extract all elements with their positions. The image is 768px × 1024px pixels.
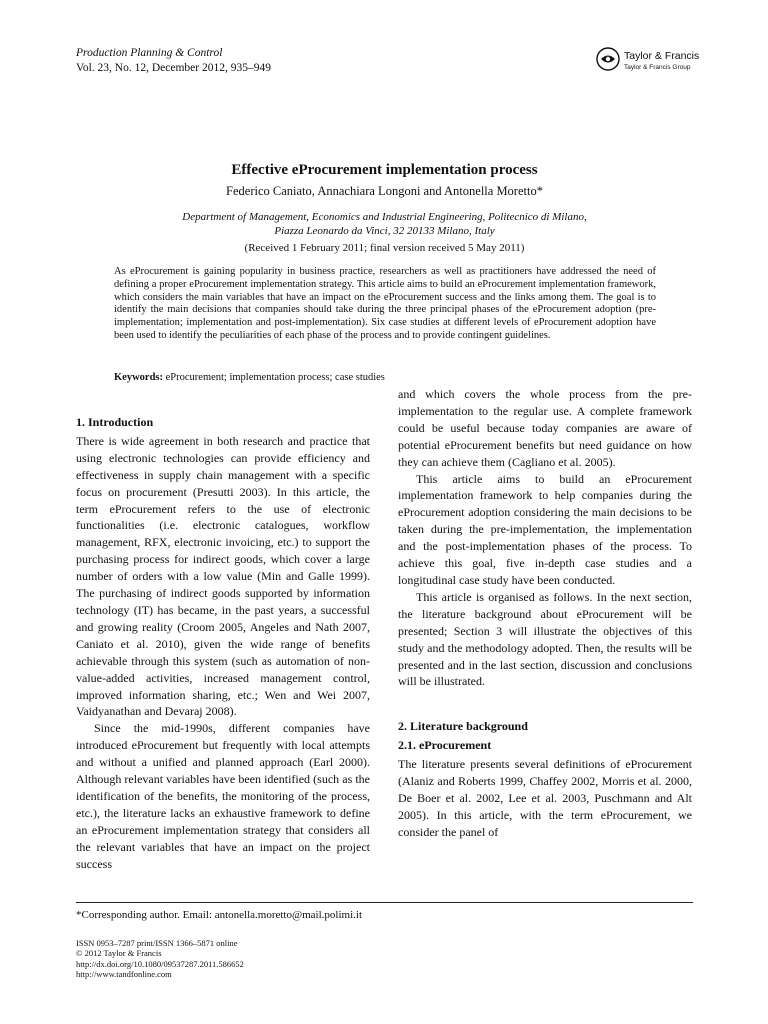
footnote-divider — [76, 902, 693, 903]
copyright: © 2012 Taylor & Francis — [76, 948, 162, 959]
abstract: As eProcurement is gaining popularity in business practice, researchers as well as practitioners have addressed the need of defining a proper eProcurement implementation strategy. This article aims to build an eProcurement implementation framework, which considers the main variables that have an impact on the eProcurement success and the links among them. The goal is to identify the main decisions that companies should take during the three principal phases of the eProcurement adoption (pre-implementation; implementation and post-implementation). Six case studies at different levels of eProcurement adoption have been used to identify the peculiarities of each phase of the process and to provide contingent guidelines. — [114, 266, 656, 341]
keywords-label: Keywords: — [114, 372, 163, 383]
received-dates: (Received 1 February 2011; final version received 5 May 2011) — [244, 242, 525, 254]
right-column — [398, 386, 692, 841]
publisher-group: Taylor & Francis Group — [624, 64, 691, 71]
publisher-brand: Taylor & Francis — [624, 50, 700, 62]
paragraph: This article aims to build an eProcurement implementation framework to help companies during the eProcurement adoption considering the main decisions to be taken during the pre-implementation, the implementation and the post-implementation phases of the process. To achieve this goal, five in-depth case studies and a longitudinal case study have been conducted. — [398, 471, 692, 587]
paragraph: and which covers the whole process from the pre-implementation to the regular use. A complete framework could be useful because today companies are aware of potential eProcurement benefits but need guidance on how they can achieve them (Cagliano et al. 2005). — [398, 387, 692, 469]
section-heading-introduction: 1. Introduction — [76, 415, 154, 429]
section-heading-literature: 2. Literature background — [398, 719, 528, 734]
keywords — [114, 372, 385, 383]
taylor-francis-logo-icon — [596, 47, 620, 71]
journal-name: Production Planning & Control — [76, 47, 223, 59]
paragraph: This article is organised as follows. In the next section, the literature background about eProcurement will be presented; Section 3 will illustrate the objectives of this study and the methodology adopted. Then, the results will be presented and in the last section, discussion and conclusions will be illustrated. — [398, 589, 692, 689]
journal-volume: Vol. 23, No. 12, December 2012, 935–949 — [76, 62, 271, 74]
left-column — [76, 414, 370, 872]
journal-header — [76, 46, 271, 76]
affiliation-line-1: Department of Management, Economics and Industrial Engineering, Politecnico di Milano, — [182, 211, 587, 223]
publication-info — [76, 938, 244, 980]
paragraph: Since the mid-1990s, different companies have introduced eProcurement but frequently with local attempts and without a unified and planned approach (Earl 2000). Although relevant variables have been identified (such as the identification of the benefits, the monitoring of the process, etc.), the literature lacks an exhaustive framework to define an eProcurement implementation strategy that considers all the relevant variables that have an impact on the project success — [76, 721, 370, 871]
doi-link[interactable]: http://dx.doi.org/10.1080/09537287.2011.586652 — [76, 958, 244, 969]
paragraph: The literature presents several definitions of eProcurement (Alaniz and Roberts 1999, Chaffey 2002, Morris et al. 2000, De Boer et al. 2002, Lee et al. 2003, Puschmann and Alt 2005). In this article, with the term eProcurement, we consider the panel of — [398, 757, 692, 839]
publisher-logo — [596, 44, 706, 76]
affiliation-line-2: Piazza Leonardo da Vinci, 32 20133 Milano, Italy — [274, 225, 495, 237]
issn: ISSN 0953–7287 print/ISSN 1366–5871 online — [76, 938, 238, 948]
article-authors: Federico Caniato, Annachiara Longoni and Antonella Moretto* — [226, 184, 543, 198]
article-title: Effective eProcurement implementation process — [231, 162, 538, 178]
journal-url-link[interactable]: http://www.tandfonline.com — [76, 969, 172, 980]
keywords-list: eProcurement; implementation process; case studies — [165, 372, 385, 383]
corresponding-author-footnote: *Corresponding author. Email: antonella.moretto@mail.polimi.it — [76, 909, 362, 921]
author-affiliation — [76, 210, 693, 238]
paragraph: There is wide agreement in both research and practice that using electronic technologies can provide efficiency and effectiveness in supply chain management with a specific focus on procurement (Presutti 2003). In this article, the term eProcurement refers to the use of electronic functionalities (i.e. electronic catalogues, workflow management, RFX, electronic invoicing, etc.) to support the purchasing process for indirect goods, which cover a large number of orders with a low value (Min and Galle 1999). The purchasing of indirect goods supported by information technology (IT) has became, in the past years, a successful and growing reality (Croom 2005, Angeles and Nath 2007, Caniato et al. 2010), given the wide range of benefits achievable through this system (such as automation of non-value-added activities, increased management control, improved information sharing, etc.; Wen and Wei 2007, Vaidyanathan and Devaraj 2008). — [76, 433, 370, 719]
subsection-heading-eprocurement: 2.1. eProcurement — [398, 738, 492, 753]
